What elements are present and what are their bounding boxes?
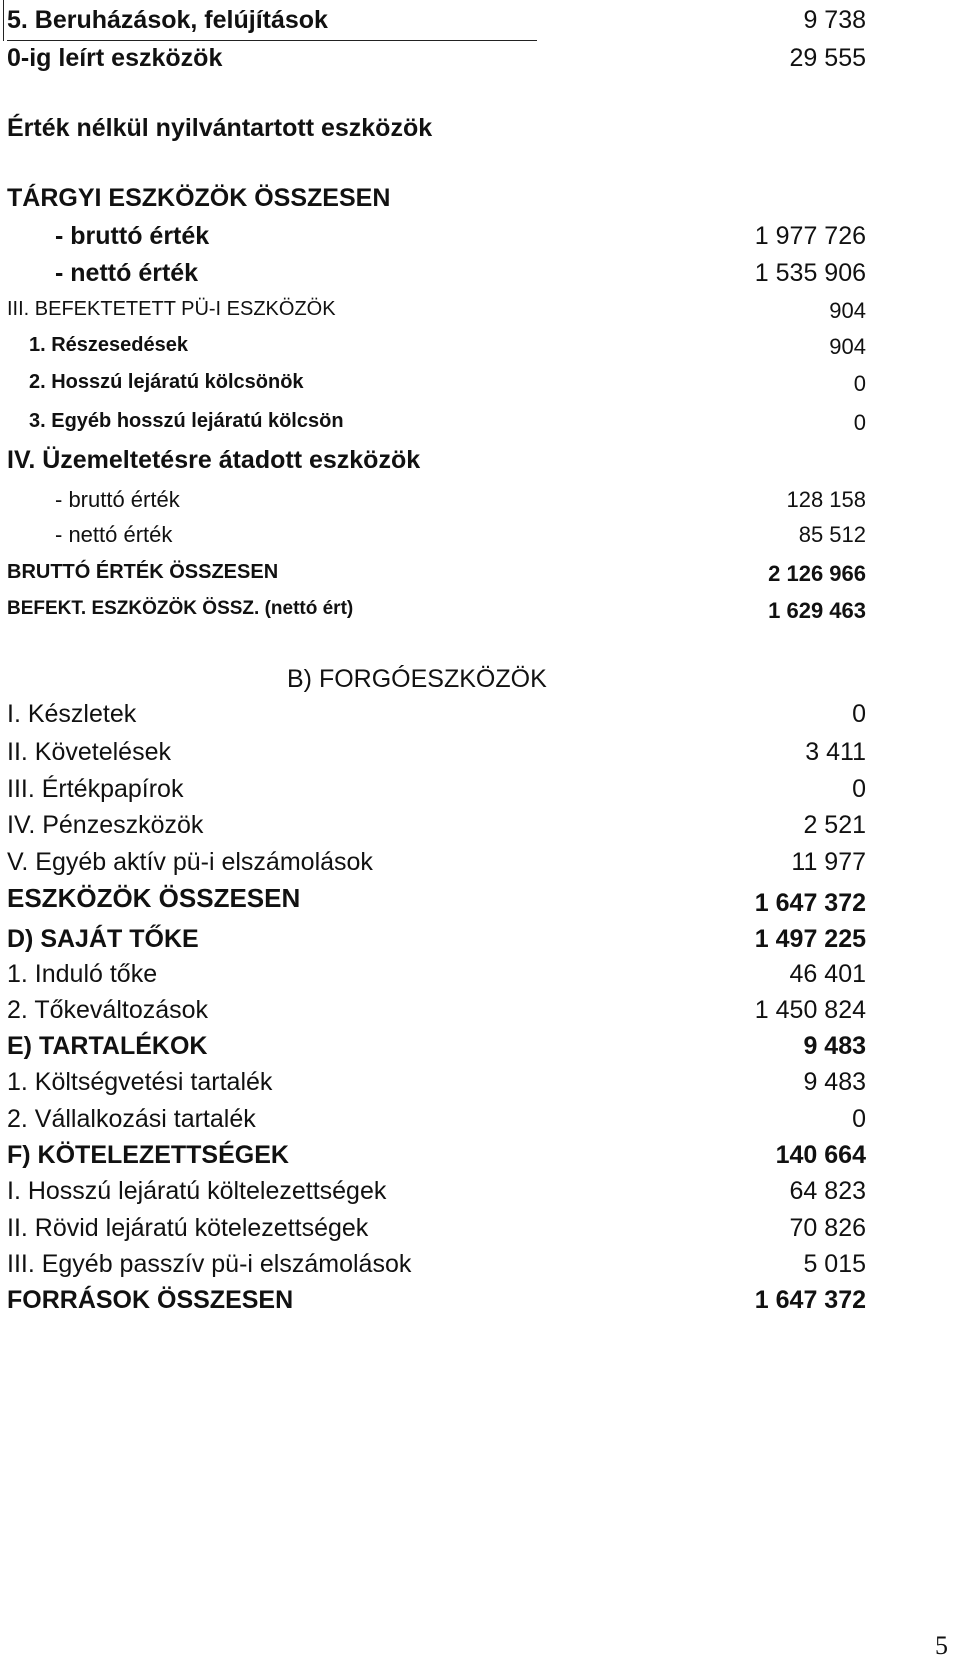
row-label: IV. Üzemeltetésre átadott eszközök: [7, 446, 421, 474]
row-label: 1. Részesedések: [29, 334, 189, 356]
row-label: ESZKÖZÖK ÖSSZESEN: [7, 883, 301, 913]
row-label: II. Követelések: [7, 738, 171, 766]
row-value: 9 483: [803, 1068, 866, 1096]
row-label: 3. Egyéb hosszú lejáratú kölcsön: [29, 410, 344, 432]
row-label: III. Értékpapírok: [7, 775, 184, 803]
row-value: 0: [852, 1105, 866, 1133]
row-label: D) SAJÁT TŐKE: [7, 925, 199, 953]
table-row-reszesedesek: [0, 334, 960, 370]
row-value: 85 512: [798, 522, 866, 547]
row-value: 64 823: [789, 1177, 866, 1205]
row-value: 2 126 966: [768, 561, 866, 586]
table-row-eszkozok-osszesen: [0, 883, 960, 919]
table-row-brutto-ertek-2: [0, 487, 960, 523]
row-value: 29 555: [789, 44, 866, 72]
row-label: BRUTTÓ ÉRTÉK ÖSSZESEN: [7, 561, 279, 583]
table-row-targyi-eszkozok: [0, 184, 960, 220]
row-value: 46 401: [789, 960, 866, 988]
row-label: TÁRGYI ESZKÖZÖK ÖSSZESEN: [7, 184, 391, 212]
row-value: 140 664: [775, 1141, 866, 1169]
table-row-netto-ertek-2: [0, 522, 960, 558]
row-value: 128 158: [786, 487, 866, 512]
row-label: F) KÖTELEZETTSÉGEK: [7, 1141, 289, 1169]
table-row-netto-ertek: [0, 259, 960, 295]
row-value: 1 629 463: [768, 598, 866, 623]
row-label: 2. Hosszú lejáratú kölcsönök: [29, 371, 304, 393]
table-row-befekt-ossz: [0, 598, 960, 634]
table-row-vallalkozasi-tartalek: [0, 1105, 960, 1141]
table-row-sajat-toke: [0, 925, 960, 961]
row-value: 1 647 372: [754, 889, 866, 917]
section-heading-forgoeszkozok: [0, 665, 960, 701]
row-value: 904: [829, 334, 866, 359]
table-row-penzeszkozok: [0, 811, 960, 847]
table-row-kovetelesek: [0, 738, 960, 774]
row-label: 5. Beruházások, felújítások: [7, 6, 328, 34]
row-label: II. Rövid lejáratú kötelezettségek: [7, 1214, 369, 1242]
row-label: B) FORGÓESZKÖZÖK: [287, 665, 547, 693]
row-label: Érték nélkül nyilvántartott eszközök: [7, 114, 433, 142]
table-row-tartalekok: [0, 1032, 960, 1068]
table-row-brutto-ossz: [0, 561, 960, 597]
table-row-keszletek: [0, 700, 960, 736]
table-row-hosszu-kotelezettsegek: [0, 1177, 960, 1213]
table-row-egyeb-aktiv: [0, 848, 960, 884]
table-row-egyeb-passziv: [0, 1250, 960, 1286]
row-label: - bruttó érték: [55, 487, 180, 512]
row-value: 70 826: [789, 1214, 866, 1242]
row-value: 9 483: [803, 1032, 866, 1060]
row-value: 0: [852, 775, 866, 803]
table-row-beruhazasok: [0, 6, 960, 42]
page-number: 5: [935, 1631, 948, 1660]
table-row-rovid-kotelezettsegek: [0, 1214, 960, 1250]
table-row-brutto-ertek: [0, 222, 960, 258]
table-row-ertekpapirok: [0, 775, 960, 811]
row-value: 0: [853, 371, 866, 396]
row-label: E) TARTALÉKOK: [7, 1032, 208, 1060]
row-value: 1 647 372: [754, 1286, 866, 1314]
row-value: 3 411: [805, 738, 866, 766]
row-value: 1 977 726: [754, 222, 866, 250]
row-value: 1 535 906: [754, 259, 866, 287]
table-row-ertek-nelkul: [0, 114, 960, 150]
row-label: 1. Költségvetési tartalék: [7, 1068, 273, 1096]
row-label: III. BEFEKTETETT PÜ-I ESZKÖZÖK: [7, 298, 336, 320]
row-value: 5 015: [803, 1250, 866, 1278]
row-label: III. Egyéb passzív pü-i elszámolások: [7, 1250, 412, 1278]
row-label: IV. Pénzeszközök: [7, 811, 204, 839]
table-row-befektetett-pu: [0, 298, 960, 334]
table-row-forrasok-osszesen: [0, 1286, 960, 1322]
row-label: I. Hosszú lejáratú költelezettségek: [7, 1177, 387, 1205]
row-value: 1 450 824: [754, 996, 866, 1024]
table-row-koltsegvetesi-tartalek: [0, 1068, 960, 1104]
row-label: 2. Tőkeváltozások: [7, 996, 209, 1024]
row-label: V. Egyéb aktív pü-i elszámolások: [7, 848, 373, 876]
table-row-kotelezettsegek: [0, 1141, 960, 1177]
table-row-indulo-toke: [0, 960, 960, 996]
row-value: 2 521: [803, 811, 866, 839]
row-label: 2. Vállalkozási tartalék: [7, 1105, 256, 1133]
row-label: FORRÁSOK ÖSSZESEN: [7, 1286, 294, 1314]
row-value: 904: [829, 298, 866, 323]
row-label: - bruttó érték: [55, 222, 210, 250]
table-row-uzemeltetesre: [0, 446, 960, 482]
row-value: 1 497 225: [754, 925, 866, 953]
row-label: - nettó érték: [55, 259, 199, 287]
row-label: 1. Induló tőke: [7, 960, 158, 988]
row-value: 0: [853, 410, 866, 435]
row-value: 11 977: [791, 848, 866, 876]
row-value: 9 738: [803, 6, 866, 34]
table-row-egyeb-kolcson: [0, 410, 960, 446]
row-label: - nettó érték: [55, 522, 173, 547]
row-label: I. Készletek: [7, 700, 137, 728]
table-row-tokevaltozasok: [0, 996, 960, 1032]
table-row-hosszu-kolcsonok: [0, 371, 960, 407]
table-row-0ig-leirt: [0, 44, 960, 80]
row-label: 0-ig leírt eszközök: [7, 44, 223, 72]
row-label: BEFEKT. ESZKÖZÖK ÖSSZ. (nettó ért): [7, 598, 354, 619]
row-value: 0: [852, 700, 866, 728]
